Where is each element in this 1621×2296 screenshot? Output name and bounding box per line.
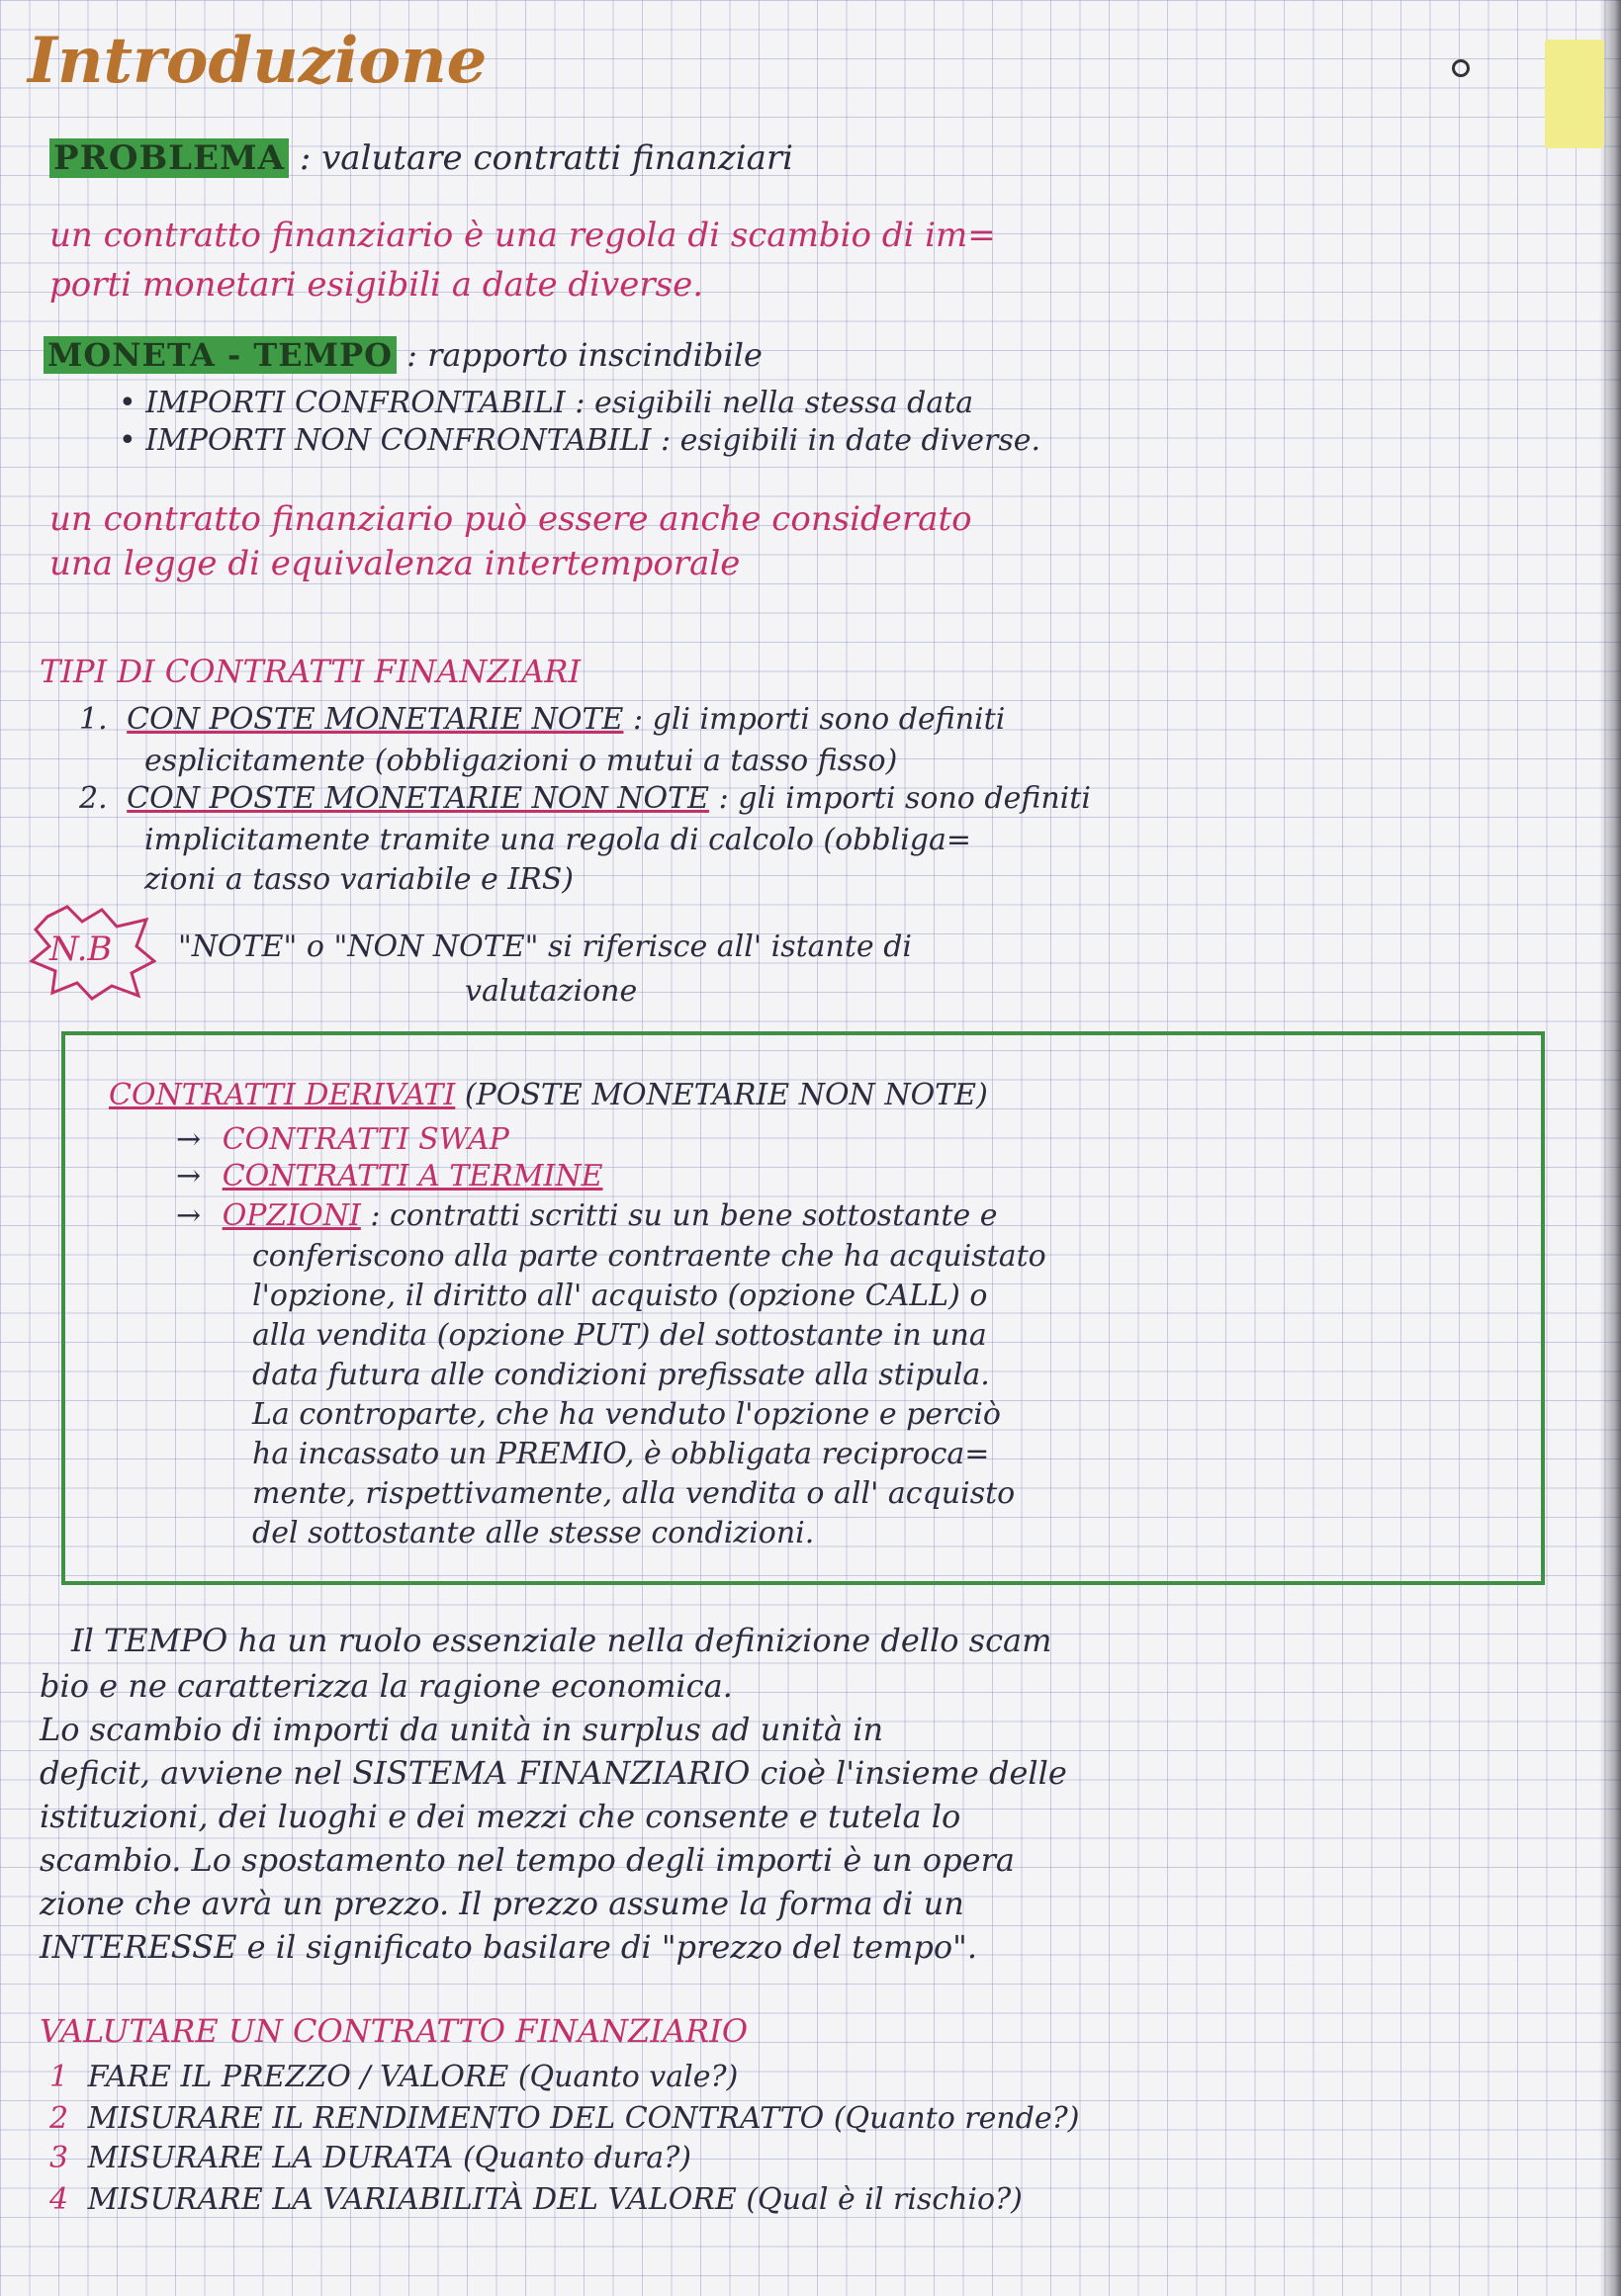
contract-type-2-num: 2.: [79, 781, 108, 816]
evaluate-item-1-num: 1: [49, 2060, 69, 2094]
page-title: Introduzione: [28, 24, 488, 98]
money-time-line: [44, 336, 763, 374]
nb-line-2: valutazione: [465, 974, 638, 1009]
options-line-5: La controparte, che ha venduto l'opzione e perciò: [252, 1397, 1001, 1432]
evaluate-item-4-text: MISURARE LA VARIABILITÀ DEL VALORE (Qual è il rischio?): [87, 2182, 1023, 2217]
options-label: OPZIONI: [222, 1198, 361, 1233]
time-paragraph-line-2: bio e ne caratterizza la ragione economica.: [40, 1667, 733, 1705]
arrow-right-icon: →: [176, 1159, 202, 1193]
money-time-bullet-1: • IMPORTI CONFRONTABILI : esigibili nella stessa data: [119, 386, 974, 420]
time-paragraph-line-4: deficit, avviene nel SISTEMA FINANZIARIO cioè l'insieme delle: [40, 1754, 1067, 1792]
definition2-line-2: una legge di equivalenza intertemporale: [49, 544, 741, 583]
definition1-line-2: porti monetari esigibili a date diverse.: [49, 265, 704, 305]
derivatives-heading-line: [109, 1078, 988, 1112]
contract-type-1-desc-2: esplicitamente (obbligazioni o mutui a tasso fisso): [144, 744, 898, 778]
contract-type-2-label: CON POSTE MONETARIE NON NOTE: [127, 781, 710, 816]
time-paragraph-line-7: zione che avrà un prezzo. Il prezzo assume la forma di un: [40, 1885, 964, 1922]
contract-type-1-num: 1.: [79, 702, 108, 737]
derivatives-heading: CONTRATTI DERIVATI: [109, 1078, 456, 1112]
evaluate-item-1: [49, 2060, 738, 2094]
time-paragraph-line-3: Lo scambio di importi da unità in surplus ad unità in: [40, 1711, 884, 1748]
money-time-text: : rapporto inscindibile: [406, 336, 763, 374]
time-paragraph-line-8: INTERESSE e il significato basilare di "prezzo del tempo".: [40, 1928, 978, 1966]
contract-type-1-desc: : gli importi sono definiti: [632, 702, 1006, 737]
money-time-label: MONETA - TEMPO: [44, 336, 397, 374]
problem-text: : valutare contratti finanziari: [299, 138, 793, 178]
contract-type-2-desc-2: implicitamente tramite una regola di calcolo (obbliga=: [144, 823, 972, 857]
evaluate-item-2-num: 2: [49, 2101, 69, 2136]
nb-line-1: "NOTE" o "NON NOTE" si riferisce all' istante di: [178, 929, 913, 964]
time-paragraph-line-5: istituzioni, dei luoghi e dei mezzi che consente e tutela lo: [40, 1798, 961, 1835]
evaluate-heading: VALUTARE UN CONTRATTO FINANZIARIO: [40, 2012, 749, 2050]
contract-type-2: [79, 781, 1091, 816]
time-paragraph-line-1: Il TEMPO ha un ruolo essenziale nella definizione dello scam: [71, 1622, 1052, 1659]
options-line-8: del sottostante alle stesse condizioni.: [252, 1516, 815, 1550]
arrow-right-icon: →: [176, 1122, 202, 1157]
time-paragraph-line-6: scambio. Lo spostamento nel tempo degli importi è un opera: [40, 1841, 1015, 1879]
contract-type-2-desc-3: zioni a tasso variabile e IRS): [144, 862, 574, 897]
punch-hole-mark: [1452, 59, 1470, 77]
contract-type-1-label: CON POSTE MONETARIE NOTE: [127, 702, 624, 737]
options-line-2: l'opzione, il diritto all' acquisto (opzione CALL) o: [252, 1279, 988, 1313]
problem-line: [49, 138, 793, 178]
definition1-line-1: un contratto finanziario è una regola di scambio di im=: [49, 216, 996, 255]
evaluate-item-4: [49, 2182, 1023, 2217]
evaluate-item-3: [49, 2141, 691, 2175]
contract-type-1: [79, 702, 1005, 737]
evaluate-item-2-text: MISURARE IL RENDIMENTO DEL CONTRATTO (Quanto rende?): [87, 2101, 1080, 2136]
evaluate-item-2: [49, 2101, 1079, 2136]
derivative-item-2-label: CONTRATTI A TERMINE: [222, 1159, 603, 1193]
evaluate-item-4-num: 4: [49, 2182, 69, 2217]
options-line-7: mente, rispettivamente, alla vendita o all' acquisto: [252, 1476, 1016, 1511]
arrow-right-icon: →: [176, 1198, 202, 1233]
money-time-bullet-2: • IMPORTI NON CONFRONTABILI : esigibili in date diverse.: [119, 423, 1041, 458]
derivative-options: [176, 1198, 998, 1233]
derivative-item-2: [176, 1159, 603, 1193]
options-line-4: data futura alle condizioni prefissate alla stipula.: [252, 1358, 990, 1392]
derivatives-heading-note: (POSTE MONETARIE NON NOTE): [464, 1078, 988, 1112]
problem-label: PROBLEMA: [49, 138, 289, 178]
nb-badge-label: N.B: [49, 929, 113, 969]
options-line-6: ha incassato un PREMIO, è obbligata reciproca=: [252, 1437, 990, 1471]
options-line-1: conferiscono alla parte contraente che ha acquistato: [252, 1239, 1046, 1274]
contract-types-heading: TIPI DI CONTRATTI FINANZIARI: [40, 653, 582, 690]
derivative-item-1: [176, 1122, 509, 1157]
definition2-line-1: un contratto finanziario può essere anche considerato: [49, 499, 972, 539]
sticky-note: [1545, 40, 1604, 148]
contract-type-2-desc: : gli importi sono definiti: [718, 781, 1091, 816]
options-line-0: : contratti scritti su un bene sottostante e: [370, 1198, 998, 1233]
evaluate-item-3-num: 3: [49, 2141, 69, 2175]
evaluate-item-3-text: MISURARE LA DURATA (Quanto dura?): [87, 2141, 691, 2175]
notebook-page-edge: [1599, 0, 1621, 2296]
options-line-3: alla vendita (opzione PUT) del sottostante in una: [252, 1318, 987, 1353]
derivative-item-1-label: CONTRATTI SWAP: [222, 1122, 509, 1157]
evaluate-item-1-text: FARE IL PREZZO / VALORE (Quanto vale?): [87, 2060, 739, 2094]
